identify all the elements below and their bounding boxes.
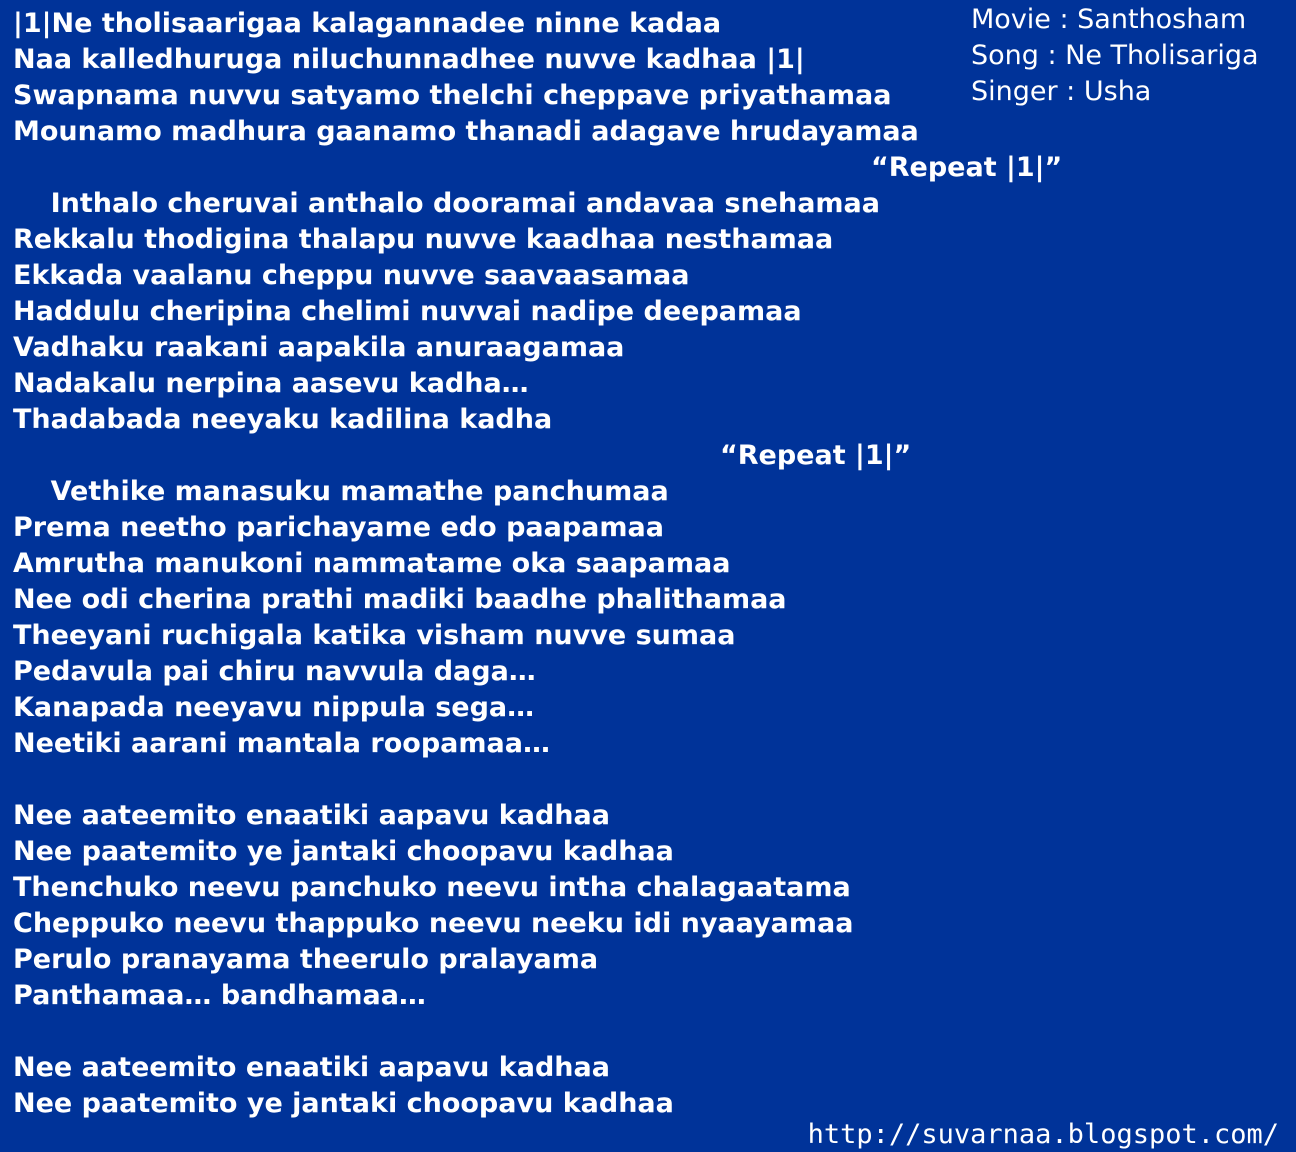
lyric-line: Nee aateemito enaatiki aapavu kadhaa <box>13 1052 610 1083</box>
lyric-line: Prema neetho parichayame edo paapamaa <box>13 512 664 543</box>
lyric-line: Perulo pranayama theerulo pralayama <box>13 944 599 975</box>
lyric-line: Vadhaku raakani aapakila anuraagamaa <box>13 332 625 363</box>
repeat-marker: “Repeat |1|” <box>720 440 912 471</box>
stanza-gap <box>13 1014 1013 1050</box>
lyric-line: Neetiki aarani mantala roopamaa… <box>13 728 550 759</box>
lyric-line: Haddulu cheripina chelimi nuvvai nadipe deepamaa <box>13 296 802 327</box>
stanza-gap <box>13 762 1013 798</box>
repeat-marker: “Repeat |1|” <box>871 152 1063 183</box>
lyric-line: Panthamaa… bandhamaa… <box>13 980 426 1011</box>
lyric-line: Swapnama nuvvu satyamo thelchi cheppave priyathamaa <box>13 80 892 111</box>
lyric-line: Nadakalu nerpina aasevu kadha… <box>13 368 529 399</box>
song-info <box>971 2 1291 110</box>
lyric-line-with-repeat <box>13 150 1063 219</box>
lyric-line: Kanapada neeyavu nippula sega… <box>13 692 535 723</box>
lyric-line: Nee paatemito ye jantaki choopavu kadhaa <box>13 1088 674 1119</box>
lyric-text: Inthalo cheruvai anthalo dooramai andavaa snehamaa <box>50 188 880 219</box>
lyric-line: Pedavula pai chiru navvula daga… <box>13 656 536 687</box>
lyric-line: Cheppuko neevu thappuko neevu neeku idi nyaayamaa <box>13 908 854 939</box>
lyric-line: Naa kalledhuruga niluchunnadhee nuvve kadhaa |1| <box>13 44 805 75</box>
lyric-line: Amrutha manukoni nammatame oka saapamaa <box>13 548 731 579</box>
singer-label: Singer : Usha <box>971 76 1152 107</box>
lyric-line: Theeyani ruchigala katika visham nuvve sumaa <box>13 620 736 651</box>
lyric-line: Rekkalu thodigina thalapu nuvve kaadhaa nesthamaa <box>13 224 834 255</box>
lyric-line: Nee paatemito ye jantaki choopavu kadhaa <box>13 836 674 867</box>
lyric-line-with-repeat <box>13 438 1013 507</box>
lyric-text: Vethike manasuku mamathe panchumaa <box>50 476 669 507</box>
song-label: Song : Ne Tholisariga <box>971 40 1259 71</box>
lyric-line: |1|Ne tholisaarigaa kalagannadee ninne kadaa <box>13 8 722 39</box>
movie-label: Movie : Santhosham <box>971 4 1247 35</box>
lyric-line: Nee odi cherina prathi madiki baadhe phalithamaa <box>13 584 787 615</box>
lyric-line: Nee aateemito enaatiki aapavu kadhaa <box>13 800 610 831</box>
lyric-line: Ekkada vaalanu cheppu nuvve saavaasamaa <box>13 260 690 291</box>
lyric-line: Thadabada neeyaku kadilina kadha <box>13 404 553 435</box>
lyric-line: Mounamo madhura gaanamo thanadi adagave hrudayamaa <box>13 116 919 147</box>
blog-url[interactable]: http://suvarnaa.blogspot.com/ <box>807 1119 1279 1150</box>
lyric-line: Thenchuko neevu panchuko neevu intha chalagaatama <box>13 872 851 903</box>
